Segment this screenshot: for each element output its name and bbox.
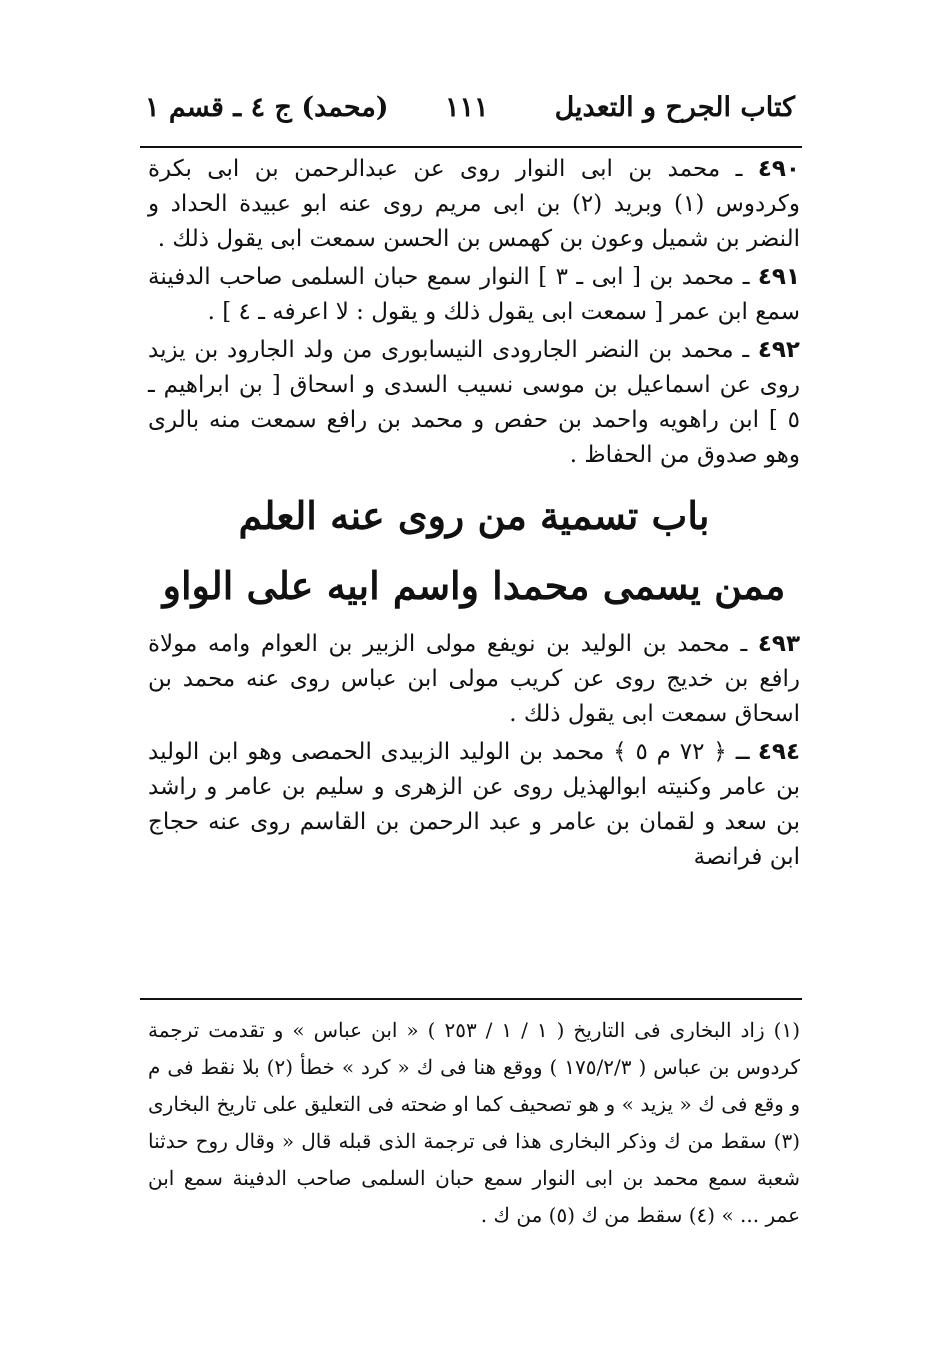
entry-text: ـ ﴿ ٧٢ م ٥ ﴾ محمد بن الوليد الزبيدى الحمصى وهو ابن الوليد بن عامر وكنيته ابوالهذيل روى عن الزهرى و سليم بن عامر و راشد بن سعد و لقمان بن عامر و عبد الرحمن بن القاسم روى عنه حجاج ابن فرانصة: [148, 739, 800, 870]
footnote-text: (١) زاد البخارى فى التاريخ ( ١ / ١ / ٢٥٣ ) « ابن عباس » و تقدمت ترجمة كردوس بن عباس ( ١٧٥/٢/٣ ) ووقع هنا فى ك « كرد » خطأ (٢) بلا نقط فى م و وقع فى ك « يزيد » و هو تصحيف كما او ضحته فى التعليق على تاريخ البخارى (٣) سقط من ك وذكر البخارى هذا فى ترجمة الذى قبله قال « وقال روح حدثنا شعبة سمع محمد بن ابى النوار سمع حبان السلمى صاحب الدفينة سمع ابن عمر ... » (٤) سقط من ك (٥) من ك .: [148, 1018, 800, 1227]
entry-number: ٤٩٠: [757, 156, 800, 182]
entry-493: [148, 627, 800, 732]
book-title: كتاب الجرح و التعديل: [554, 92, 795, 123]
entry-number: ٤٩٣: [757, 631, 801, 657]
entry-number: ٤٩٢: [757, 337, 800, 363]
chapter-heading-line2: ممن يسمى محمدا واسم ابيه على الواو: [162, 563, 786, 608]
header-divider: [140, 146, 802, 148]
footnotes: [148, 1012, 800, 1234]
entry-492: [148, 333, 800, 473]
chapter-heading-line1: باب تسمية من روى عنه العلم: [238, 493, 710, 538]
entry-text: ـ محمد بن ابى النوار روى عن عبدالرحمن بن ابى بكرة وكردوس (١) وبريد (٢) بن ابى مريم روى عنه ابو عبيدة الحداد و النضر بن شميل وعون بن كهمس بن الحسن سمعت ابى يقول ذلك .: [148, 156, 800, 252]
main-text: [148, 152, 800, 878]
page-header: [145, 84, 795, 134]
page-number: ١١١: [445, 92, 489, 123]
entry-number: ٤٩٤: [757, 739, 800, 765]
entry-490: [148, 152, 800, 257]
chapter-heading: [148, 481, 800, 621]
entry-number: ٤٩١: [757, 264, 800, 290]
volume-label: (محمد) ج ٤ ـ قسم ١: [145, 92, 389, 123]
entry-494: [148, 735, 800, 875]
entry-text: ـ محمد بن الوليد بن نويفع مولى الزبير بن العوام وامه مولاة رافع بن خديج روى عن كريب مولى ابن عباس روى عنه محمد بن اسحاق سمعت ابى يقول ذلك .: [148, 631, 800, 727]
entry-491: [148, 260, 800, 330]
entry-text: ـ محمد بن النضر الجارودى النيسابورى من ولد الجارود بن يزيد روى عن اسماعيل بن موسى نسيب السدى و اسحاق [ بن ابراهيم ـ ٥ ] ابن راهويه واحمد بن حفص و محمد بن رافع سمعت منه بالرى وهو صدوق من الحفاظ .: [148, 337, 800, 468]
footnote-divider: [140, 998, 802, 1000]
entry-text: ـ محمد بن [ ابى ـ ٣ ] النوار سمع حبان السلمى صاحب الدفينة سمع ابن عمر [ سمعت ابى يقول ذلك و يقول : لا اعرفه ـ ٤ ] .: [148, 264, 800, 325]
